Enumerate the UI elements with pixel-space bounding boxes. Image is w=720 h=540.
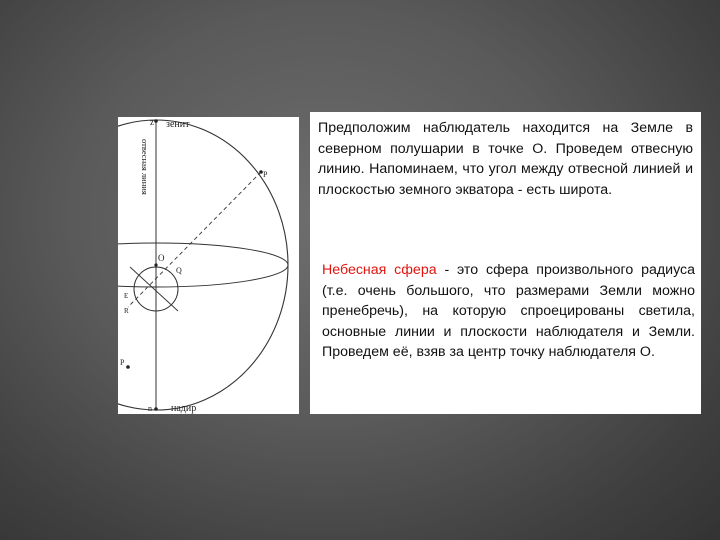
horizon-ellipse: [118, 243, 288, 287]
paragraph-observer: Предположим наблюдатель находится на Земле в северном полушарии в точке О. Проведем отвесную линию. Напоминаем, что угол между отвесной линией и плоскостью земного экватора - есть широта.: [318, 120, 693, 198]
zenith-point: [154, 119, 158, 123]
text-panel: [310, 112, 701, 414]
paragraph-celestial-sphere-body: - это сфера произвольного радиуса (т.е. очень большого, что размерами Земли можно пренебречь), на которую спроецированы светила, основные линии и плоскости наблюдателя и Земли. Проведем её, взяв за центр точку наблюдателя О.: [322, 262, 695, 360]
label-r: R: [124, 307, 129, 315]
pole-p2-point: [126, 365, 130, 369]
paragraph-celestial-sphere: [322, 260, 695, 363]
celestial-sphere-figure: [118, 117, 299, 414]
label-p1: P: [263, 170, 268, 179]
label-z: z: [150, 117, 154, 127]
label-plumb-line: отвесная линия: [140, 139, 150, 195]
celestial-sphere-diagram: [118, 117, 299, 414]
equator-line: [130, 267, 178, 311]
label-o: O: [158, 253, 165, 263]
label-n: n: [148, 404, 152, 413]
term-celestial-sphere: Небесная сфера: [322, 262, 437, 278]
label-nadir: надир: [171, 403, 197, 414]
label-zenith: зенит: [166, 119, 190, 130]
label-q: Q: [176, 266, 182, 275]
nadir-point: [154, 407, 158, 411]
label-e: E: [124, 292, 129, 300]
observer-point: [154, 263, 157, 266]
label-p2: P: [120, 358, 125, 367]
